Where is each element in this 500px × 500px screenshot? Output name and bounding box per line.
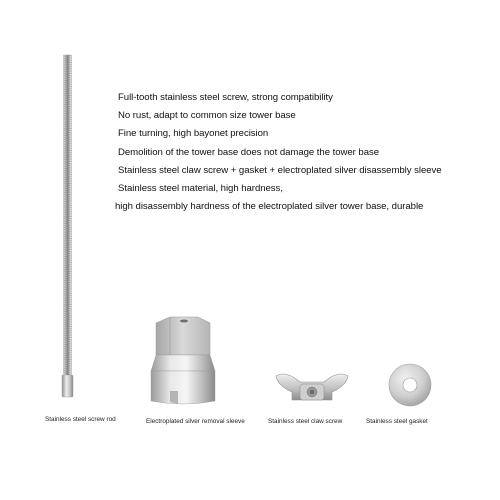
claw-screw-image — [272, 370, 352, 410]
feature-item: high disassembly hardness of the electroplated silver tower base, durable — [115, 201, 424, 213]
caption-screw-rod: Stainless steel screw rod — [45, 416, 116, 423]
feature-item: Full-tooth stainless steel screw, strong compatibility — [118, 92, 333, 103]
feature-item: Demolition of the tower base does not damage the tower base — [118, 146, 380, 158]
feature-item: No rust, adapt to common size tower base — [118, 110, 296, 122]
feature-item: Stainless steel claw screw + gasket + electroplated silver disassembly sleeve — [118, 164, 442, 176]
caption-claw-screw: Stainless steel claw screw — [268, 418, 343, 425]
gasket-image — [385, 360, 435, 410]
removal-sleeve-image — [150, 315, 220, 410]
feature-item: Stainless steel material, high hardness, — [118, 182, 283, 194]
feature-item: Fine turning, high bayonet precision — [118, 128, 269, 140]
feature-list — [115, 92, 496, 219]
caption-removal-sleeve: Electroplated silver removal sleeve — [146, 418, 245, 425]
caption-gasket: Stainless steel gasket — [366, 418, 428, 425]
screw-rod-image — [52, 55, 92, 400]
